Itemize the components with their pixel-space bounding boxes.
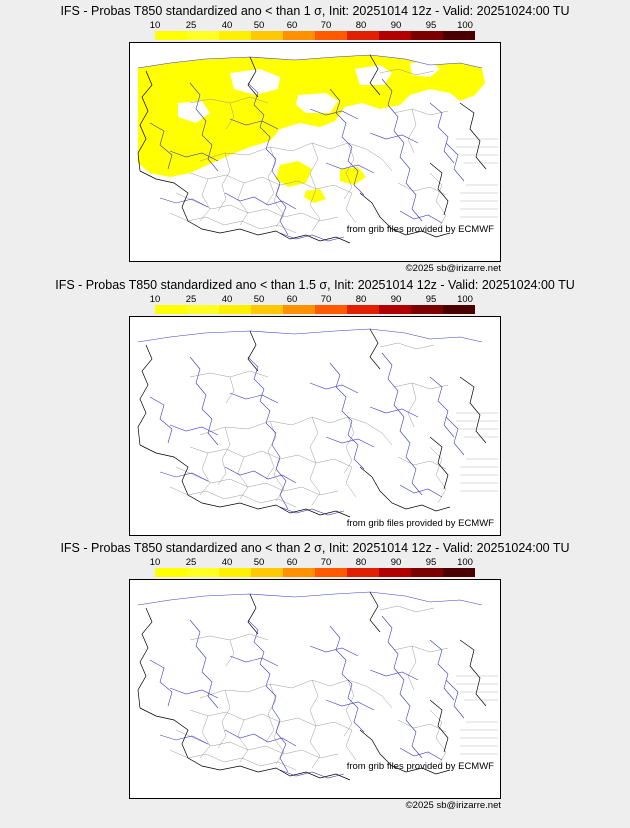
colorbar-segment (187, 31, 219, 40)
panel-title-2: IFS - Probas T850 standardized ano < than 1.5 σ, Init: 20251014 12z - Valid: 20251024:00 TU (55, 278, 575, 292)
shaded-probability-area (138, 55, 485, 203)
colorbar-tick: 70 (320, 294, 332, 305)
map-canvas-2[interactable] (129, 316, 501, 536)
colorbar-tick: 25 (185, 294, 197, 305)
colorbar-tick: 90 (390, 294, 402, 305)
map-credit-1: ©2025 sb@irizarre.net (405, 263, 501, 274)
forecast-panel-2 (0, 274, 630, 537)
panel-title-3: IFS - Probas T850 standardized ano < than 2 σ, Init: 20251014 12z - Valid: 20251024:00 TU (60, 541, 570, 555)
colorbar-tick: 10 (149, 20, 161, 31)
colorbar-segment (443, 568, 475, 577)
colorbar-tick: 50 (253, 557, 265, 568)
map-attribution-3: from grib files provided by ECMWF (346, 761, 494, 772)
colorbar-segment (315, 31, 347, 40)
colorbar-segment (411, 31, 443, 40)
colorbar-tick: 40 (221, 20, 233, 31)
colorbar-tick: 50 (253, 20, 265, 31)
colorbar-tick: 90 (390, 20, 402, 31)
grid-hatching (456, 676, 498, 754)
colorbar-tick: 70 (320, 20, 332, 31)
colorbar-segment (347, 305, 379, 314)
colorbar-segment (347, 31, 379, 40)
colorbar-tick: 50 (253, 294, 265, 305)
colorbar-segment (187, 568, 219, 577)
colorbar-segment (379, 31, 411, 40)
colorbar-gradient-1 (155, 31, 475, 40)
colorbar-2 (145, 294, 485, 314)
grid-hatching (456, 139, 498, 217)
administrative-borders (170, 343, 448, 507)
colorbar-tick: 100 (457, 294, 473, 305)
colorbar-tick: 80 (355, 294, 367, 305)
map-credit-3: ©2025 sb@irizarre.net (405, 800, 501, 811)
colorbar-tick: 100 (457, 20, 473, 31)
colorbar-segment (155, 305, 187, 314)
colorbar-tick: 10 (149, 557, 161, 568)
map-attribution-1: from grib files provided by ECMWF (346, 224, 494, 235)
colorbar-tick: 60 (286, 294, 298, 305)
map-canvas-3[interactable] (129, 579, 501, 799)
colorbar-labels-3 (145, 557, 485, 568)
colorbar-tick: 60 (286, 557, 298, 568)
colorbar-gradient-2 (155, 305, 475, 314)
colorbar-segment (283, 305, 315, 314)
grid-hatching (456, 413, 498, 491)
colorbar-tick: 25 (185, 20, 197, 31)
colorbar-tick: 70 (320, 557, 332, 568)
colorbar-1 (145, 20, 485, 40)
colorbar-segment (347, 568, 379, 577)
colorbar-3 (145, 557, 485, 577)
colorbar-segment (251, 568, 283, 577)
colorbar-segment (251, 31, 283, 40)
colorbar-tick: 25 (185, 557, 197, 568)
colorbar-segment (411, 305, 443, 314)
colorbar-tick: 80 (355, 557, 367, 568)
map-attribution-2: from grib files provided by ECMWF (346, 518, 494, 529)
colorbar-tick: 40 (221, 557, 233, 568)
colorbar-segment (187, 305, 219, 314)
colorbar-tick: 100 (457, 557, 473, 568)
colorbar-tick: 95 (425, 20, 437, 31)
colorbar-segment (251, 305, 283, 314)
map-canvas-1[interactable] (129, 42, 501, 262)
colorbar-segment (411, 568, 443, 577)
colorbar-segment (315, 305, 347, 314)
rivers-and-coastline (138, 592, 482, 778)
colorbar-segment (443, 31, 475, 40)
colorbar-segment (379, 305, 411, 314)
colorbar-labels-1 (145, 20, 485, 31)
colorbar-tick: 40 (221, 294, 233, 305)
administrative-borders (170, 606, 448, 770)
forecast-panel-3 (0, 537, 630, 811)
colorbar-segment (315, 568, 347, 577)
colorbar-segment (219, 31, 251, 40)
colorbar-segment (443, 305, 475, 314)
panel-title-1: IFS - Probas T850 standardized ano < than 1 σ, Init: 20251014 12z - Valid: 20251024:00 TU (60, 4, 570, 18)
colorbar-segment (283, 31, 315, 40)
colorbar-segment (283, 568, 315, 577)
forecast-panel-1 (0, 0, 630, 274)
colorbar-tick: 90 (390, 557, 402, 568)
colorbar-segment (219, 305, 251, 314)
colorbar-segment (219, 568, 251, 577)
colorbar-tick: 10 (149, 294, 161, 305)
colorbar-tick: 80 (355, 20, 367, 31)
colorbar-gradient-3 (155, 568, 475, 577)
colorbar-tick: 95 (425, 557, 437, 568)
colorbar-segment (379, 568, 411, 577)
colorbar-labels-2 (145, 294, 485, 305)
colorbar-segment (155, 568, 187, 577)
colorbar-tick: 95 (425, 294, 437, 305)
colorbar-tick: 60 (286, 20, 298, 31)
rivers-and-coastline (138, 329, 482, 515)
colorbar-segment (155, 31, 187, 40)
